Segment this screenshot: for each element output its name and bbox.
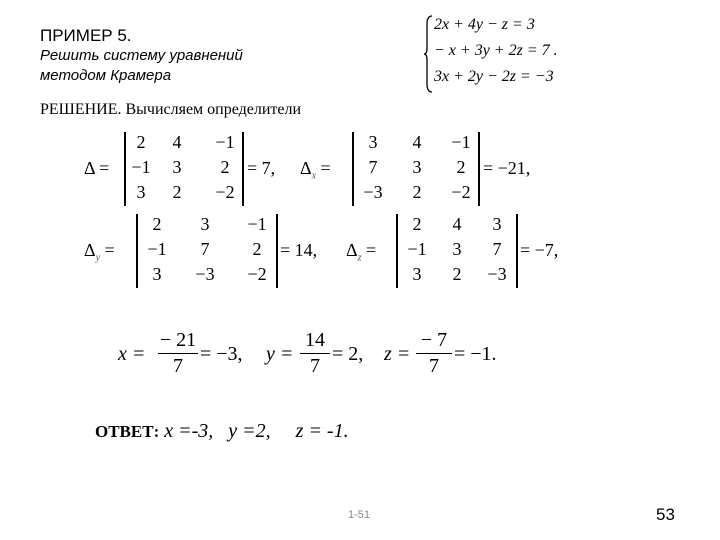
fraction-numerator: − 21 <box>159 329 197 351</box>
matrix-bar-right <box>242 132 244 206</box>
left-brace-icon <box>424 14 434 94</box>
formula-z-var: z = <box>384 343 411 365</box>
fraction-numerator: 14 <box>305 329 325 351</box>
formula-y-var: y = <box>266 343 294 365</box>
matrix-cell: 3 <box>368 132 378 152</box>
matrix-cell: −2 <box>247 264 267 284</box>
matrix-cell: 2 <box>136 132 146 152</box>
fraction-denominator: 7 <box>173 355 183 377</box>
matrix-cell: 3 <box>172 157 182 177</box>
equation-system <box>424 14 574 94</box>
matrix-cell: 2 <box>412 214 422 234</box>
determinant-delta-z <box>346 212 586 292</box>
matrix-cell: −3 <box>195 264 215 284</box>
matrix-cell: −1 <box>407 239 427 259</box>
task-text-line1: Решить систему уравнений <box>40 47 243 64</box>
determinant-label: $\Delta_z$ = <box>346 240 377 264</box>
matrix-bar-right <box>276 214 278 288</box>
page-number: 53 <box>656 505 675 524</box>
fraction-denominator: 7 <box>429 355 439 377</box>
determinant-result: = 7, <box>247 158 276 178</box>
matrix-cell: 7 <box>492 239 502 259</box>
determinant-label: Δ = <box>84 158 110 178</box>
matrix-bar-right <box>478 132 480 206</box>
matrix-bar-left <box>396 214 398 288</box>
matrix-cell: 3 <box>200 214 210 234</box>
determinant-result: = −7, <box>520 240 559 260</box>
matrix-cell: −2 <box>451 182 471 202</box>
matrix-bar-left <box>136 214 138 288</box>
fraction-line <box>416 353 452 354</box>
example-title: ПРИМЕР 5. <box>40 26 132 45</box>
formula-y-fraction <box>300 329 330 378</box>
matrix-cell: 3 <box>412 264 422 284</box>
matrix-cell: 2 <box>252 239 262 259</box>
matrix-cell: −3 <box>487 264 507 284</box>
determinant-delta-y <box>84 212 334 292</box>
matrix-cell: −2 <box>215 182 235 202</box>
matrix-cell: 3 <box>152 264 162 284</box>
answer-values: x =-3, y =2, z = -1. <box>164 420 349 442</box>
answer-label: ОТВЕТ: <box>95 422 160 441</box>
formula-z-result: = −1. <box>454 343 497 365</box>
matrix-cell: −1 <box>131 157 151 177</box>
determinant-label: $\Delta_x$ = <box>300 158 331 182</box>
matrix-bar-right <box>516 214 518 288</box>
matrix-bar-left <box>352 132 354 206</box>
matrix-cell: 2 <box>172 182 182 202</box>
determinant-label: $\Delta_y$ = <box>84 240 115 264</box>
matrix-cell: 4 <box>172 132 182 152</box>
matrix-cell: −1 <box>215 132 235 152</box>
matrix-cell: 7 <box>368 157 378 177</box>
formula-x-var: x = <box>118 343 146 365</box>
answer-line <box>95 420 349 443</box>
matrix-cell: 2 <box>412 182 422 202</box>
matrix-cell: 2 <box>452 264 462 284</box>
matrix-cell: 2 <box>152 214 162 234</box>
matrix-cell: 3 <box>452 239 462 259</box>
equation-3: 3x + 2y − 2z = −3 <box>434 68 554 85</box>
matrix-cell: −1 <box>451 132 471 152</box>
matrix-cell: −3 <box>363 182 383 202</box>
formula-x-fraction <box>158 329 198 378</box>
fraction-denominator: 7 <box>310 355 320 377</box>
determinant-result: = 14, <box>280 240 318 260</box>
equation-2: − x + 3y + 2z = 7 . <box>434 42 558 59</box>
fraction-numerator: − 7 <box>420 329 448 351</box>
formula-z-fraction <box>416 329 452 378</box>
matrix-cell: 3 <box>412 157 422 177</box>
solution-heading: РЕШЕНИЕ. Вычисляем определители <box>40 101 302 118</box>
formula-y-result: = 2, <box>332 343 364 365</box>
determinant-delta-x <box>300 130 550 210</box>
matrix-cell: 4 <box>412 132 422 152</box>
fraction-line <box>158 353 198 354</box>
matrix-cell: 2 <box>456 157 466 177</box>
slide-reference: 1-51 <box>348 509 371 521</box>
task-text-line2: методом Крамера <box>40 67 172 84</box>
fraction-line <box>300 353 330 354</box>
matrix-cell: 3 <box>136 182 146 202</box>
matrix-cell: 3 <box>492 214 502 234</box>
matrix-cell: 4 <box>452 214 462 234</box>
matrix-cell: 7 <box>200 239 210 259</box>
formula-x-result: = −3, <box>200 343 243 365</box>
matrix-cell: −1 <box>247 214 267 234</box>
equation-1: 2x + 4y − z = 3 <box>434 16 535 33</box>
matrix-cell: 2 <box>220 157 230 177</box>
matrix-cell: −1 <box>147 239 167 259</box>
determinant-result: = −21, <box>483 158 531 178</box>
determinant-delta <box>84 130 294 210</box>
